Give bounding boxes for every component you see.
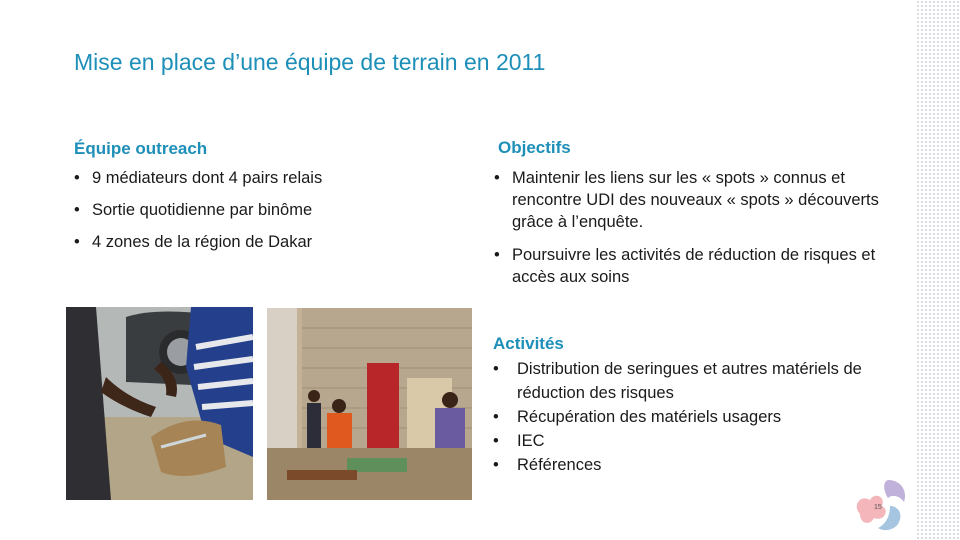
slide-title: Mise en place d’une équipe de terrain en 2011 — [74, 49, 546, 75]
objectives-heading: Objectifs — [498, 138, 571, 157]
list-item: • 9 médiateurs dont 4 pairs relais — [74, 167, 454, 189]
photo-community-site — [267, 308, 472, 500]
photo-outreach-exchange — [66, 307, 253, 500]
team-list — [74, 167, 454, 263]
list-item: • Distribution de seringues et autres matériels de réduction des risques — [493, 357, 893, 405]
dotted-pattern-decoration — [916, 0, 960, 540]
list-item: • IEC — [493, 429, 893, 453]
list-item: • Récupération des matériels usagers — [493, 405, 893, 429]
slide-number: 15 — [874, 504, 882, 511]
activities-list — [493, 357, 893, 477]
objectives-list — [494, 167, 894, 299]
list-item: • 4 zones de la région de Dakar — [74, 231, 454, 253]
list-item: • Sortie quotidienne par binôme — [74, 199, 454, 221]
list-item: • Poursuivre les activités de réduction de risques et accès aux soins — [494, 244, 894, 288]
list-item: • Références — [493, 453, 893, 477]
team-heading: Équipe outreach — [74, 139, 208, 158]
list-item: • Maintenir les liens sur les « spots » connus et rencontre UDI des nouveaux « spots » découverts grâce à l’enquête. — [494, 167, 894, 233]
activities-heading: Activités — [493, 334, 564, 353]
